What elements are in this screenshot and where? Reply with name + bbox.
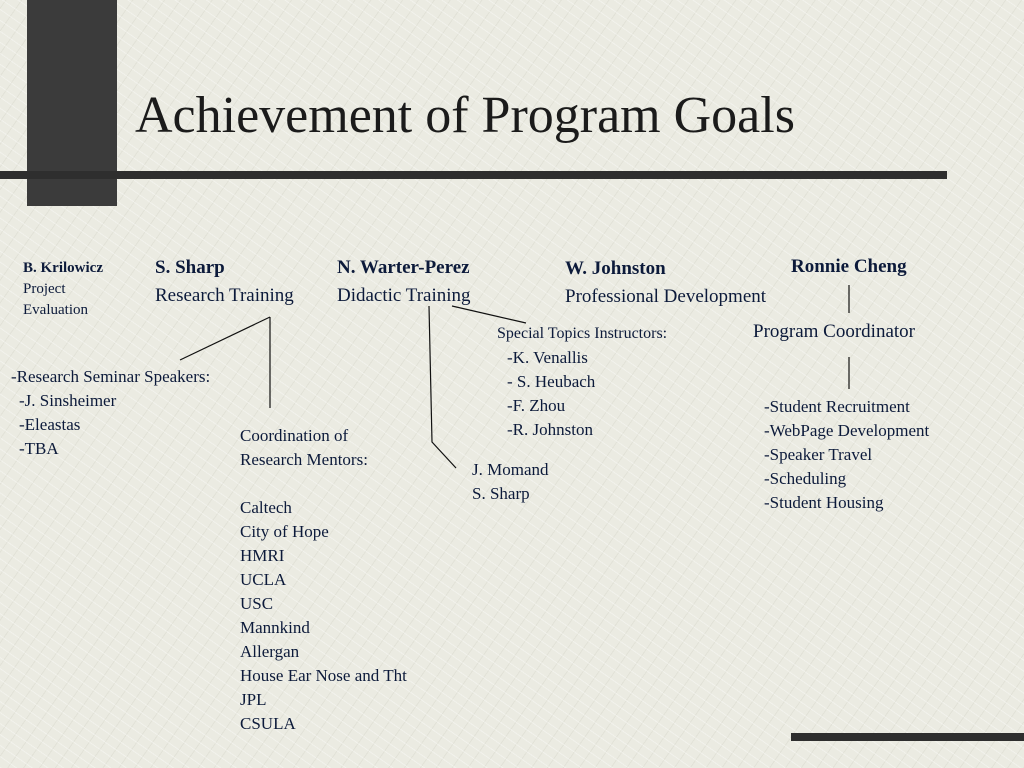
list-item: Mannkind [240,618,310,637]
list-item: UCLA [240,570,287,589]
list-item: -TBA [19,439,59,458]
list-item: -R. Johnston [507,420,593,439]
sharp-block [155,257,294,307]
list-item: -Scheduling [764,469,847,488]
didactic-instructors-list [472,458,549,506]
krilowicz-name: B. Krilowicz [23,260,103,276]
list-item: City of Hope [240,522,329,541]
cheng-name: Ronnie Cheng [791,256,907,277]
list-item: CSULA [240,714,296,733]
list-item: -Student Housing [764,493,884,512]
krilowicz-role-line2: Evaluation [23,302,88,318]
slide-title: Achievement of Program Goals [135,87,795,144]
list-item: -Student Recruitment [764,397,910,416]
krilowicz-block [23,260,103,319]
sharp-name: S. Sharp [155,257,225,278]
list-item: - S. Heubach [507,372,596,391]
list-item: -WebPage Development [764,421,930,440]
johnston-block [565,258,766,308]
warter-to-special-topics-line [452,306,526,323]
list-item: House Ear Nose and Tht [240,666,407,685]
list-spacer [240,472,407,496]
list-item: S. Sharp [472,484,530,503]
list-item: -F. Zhou [507,396,566,415]
mentors-heading-line1: Coordination of [240,426,349,445]
cheng-role: Program Coordinator [753,321,916,342]
research-mentors-list [240,424,407,736]
sharp-role: Research Training [155,285,294,306]
list-item: J. Momand [472,460,549,479]
sharp-to-seminar-line [180,317,270,360]
list-item: HMRI [240,546,285,565]
list-item: -Eleastas [19,415,81,434]
johnston-role: Professional Development [565,286,767,307]
warter-perez-name: N. Warter-Perez [337,257,470,278]
seminar-speakers-list [11,365,210,461]
krilowicz-role-line1: Project [23,281,66,297]
special-topics-heading: Special Topics Instructors: [497,325,668,342]
list-item: Allergan [240,642,300,661]
mentors-heading-line2: Research Mentors: [240,450,368,469]
list-item: -Speaker Travel [764,445,873,464]
list-item: -K. Venallis [507,348,588,367]
list-item: -J. Sinsheimer [19,391,117,410]
seminar-heading: -Research Seminar Speakers: [11,367,211,386]
johnston-name: W. Johnston [565,258,666,279]
warter-to-momand-line [429,306,456,468]
warter-perez-role: Didactic Training [337,285,471,306]
list-item: JPL [240,690,267,709]
list-item: Caltech [240,498,292,517]
coordinator-tasks-list [764,395,929,515]
list-item: USC [240,594,274,613]
special-topics-list [497,322,667,442]
warter-perez-block [337,257,471,307]
